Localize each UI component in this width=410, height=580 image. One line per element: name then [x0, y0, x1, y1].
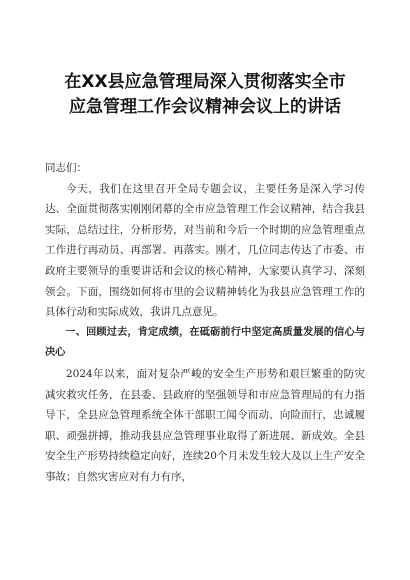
salutation: 同志们：: [45, 162, 87, 174]
title-line-2: 应急管理工作会议精神会议上的讲话: [69, 97, 341, 117]
section-paragraph: 2024年以来，面对复杂严峻的安全生产形势和艰巨繁重的防灾减灾救灾任务，在县委、县政府的坚强领导和市应急管理局的有力指导下，全县应急管理系统全体干部职工闻令而动、向险而行，忠诚履职、顽强拼搏，推动我县应急管理事业取得了新进展、新成效。全县安全生产形势持续稳定向好，连续20个月未发生较大及以上生产安全事故；自然灾害应对有力有序，: [45, 367, 365, 483]
section-heading: 一、回顾过去，肯定成绩，在砥砺前行中坚定高质量发展的信心与决心: [45, 326, 365, 359]
document-body: [45, 158, 365, 488]
document-title: [45, 70, 365, 120]
intro-paragraph: 今天，我们在这里召开全局专题会议，主要任务是深入学习传达、全面贯彻落实刚刚闭幕的全市应急管理工作会议精神，结合我县实际，总结过往，分析形势，对当前和今后一个时期的应急管理重点工作进行再动员、再部署、再落实。刚才，几位同志传达了市委、市政府主要领导的重要讲话和会议的核心精神，大家要认真学习、深刻领会。下面，围绕如何将市里的会议精神转化为我县应急管理工作的具体行动和实际成效，我讲几点意见。: [45, 182, 365, 319]
title-line-1: 在XX县应急管理局深入贯彻落实全市: [64, 72, 346, 92]
